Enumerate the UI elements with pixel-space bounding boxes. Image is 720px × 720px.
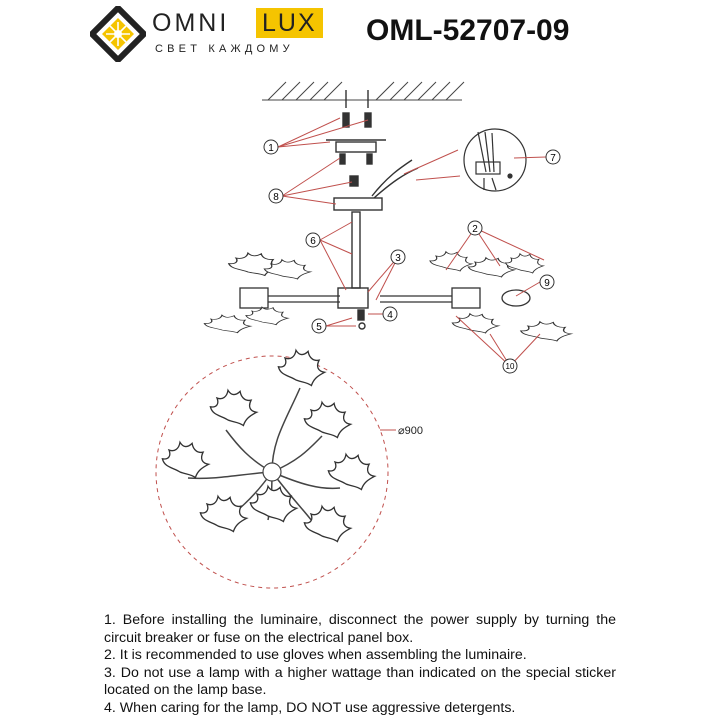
safety-instructions (104, 612, 616, 717)
callout-9 (540, 275, 554, 289)
instruction-item: 2. It is recommended to use gloves when assembling the luminaire. (104, 647, 527, 663)
ceiling-hatch (262, 82, 464, 100)
callout-6 (306, 233, 320, 247)
instruction-item: 1. Before installing the luminaire, disconnect the power supply by turning the circuit breaker or fuse on the electrical panel box. (104, 612, 616, 646)
instruction-item: 3. Do not use a lamp with a higher wattage than indicated on the special sticker located on the lamp base. (104, 664, 616, 698)
callout-7-label: 7 (550, 153, 556, 164)
brand-name-lux: LUX (256, 8, 323, 38)
callout-10 (503, 359, 517, 373)
model-number: OML-52707-09 (366, 14, 570, 47)
callout-2-label: 2 (472, 224, 478, 235)
callout-2 (468, 221, 482, 235)
callout-5-label: 5 (316, 322, 322, 333)
mounting-hardware (326, 90, 418, 329)
callout-1-label: 1 (268, 143, 274, 154)
callout-10-label: 10 (505, 362, 515, 371)
top-view (156, 350, 423, 588)
terminal-detail (464, 129, 526, 191)
callout-4-label: 4 (387, 310, 393, 321)
diameter-label: ⌀900 (398, 425, 423, 437)
callout-3-label: 3 (395, 253, 401, 264)
callout-1 (264, 140, 278, 154)
instruction-item: 4. When caring for the lamp, DO NOT use aggressive detergents. (104, 699, 516, 716)
callout-8 (269, 189, 283, 203)
callout-9-label: 9 (544, 278, 550, 289)
callout-7 (546, 150, 560, 164)
arms-and-sockets (240, 288, 530, 308)
callout-5 (312, 319, 326, 333)
brand-name-omni: OMNI (152, 9, 230, 37)
brand-tagline: СВЕТ КАЖДОМУ (155, 43, 294, 55)
callout-3 (391, 250, 405, 264)
callout-6-label: 6 (310, 236, 316, 247)
callout-8-label: 8 (273, 192, 279, 203)
callout-4 (383, 307, 397, 321)
